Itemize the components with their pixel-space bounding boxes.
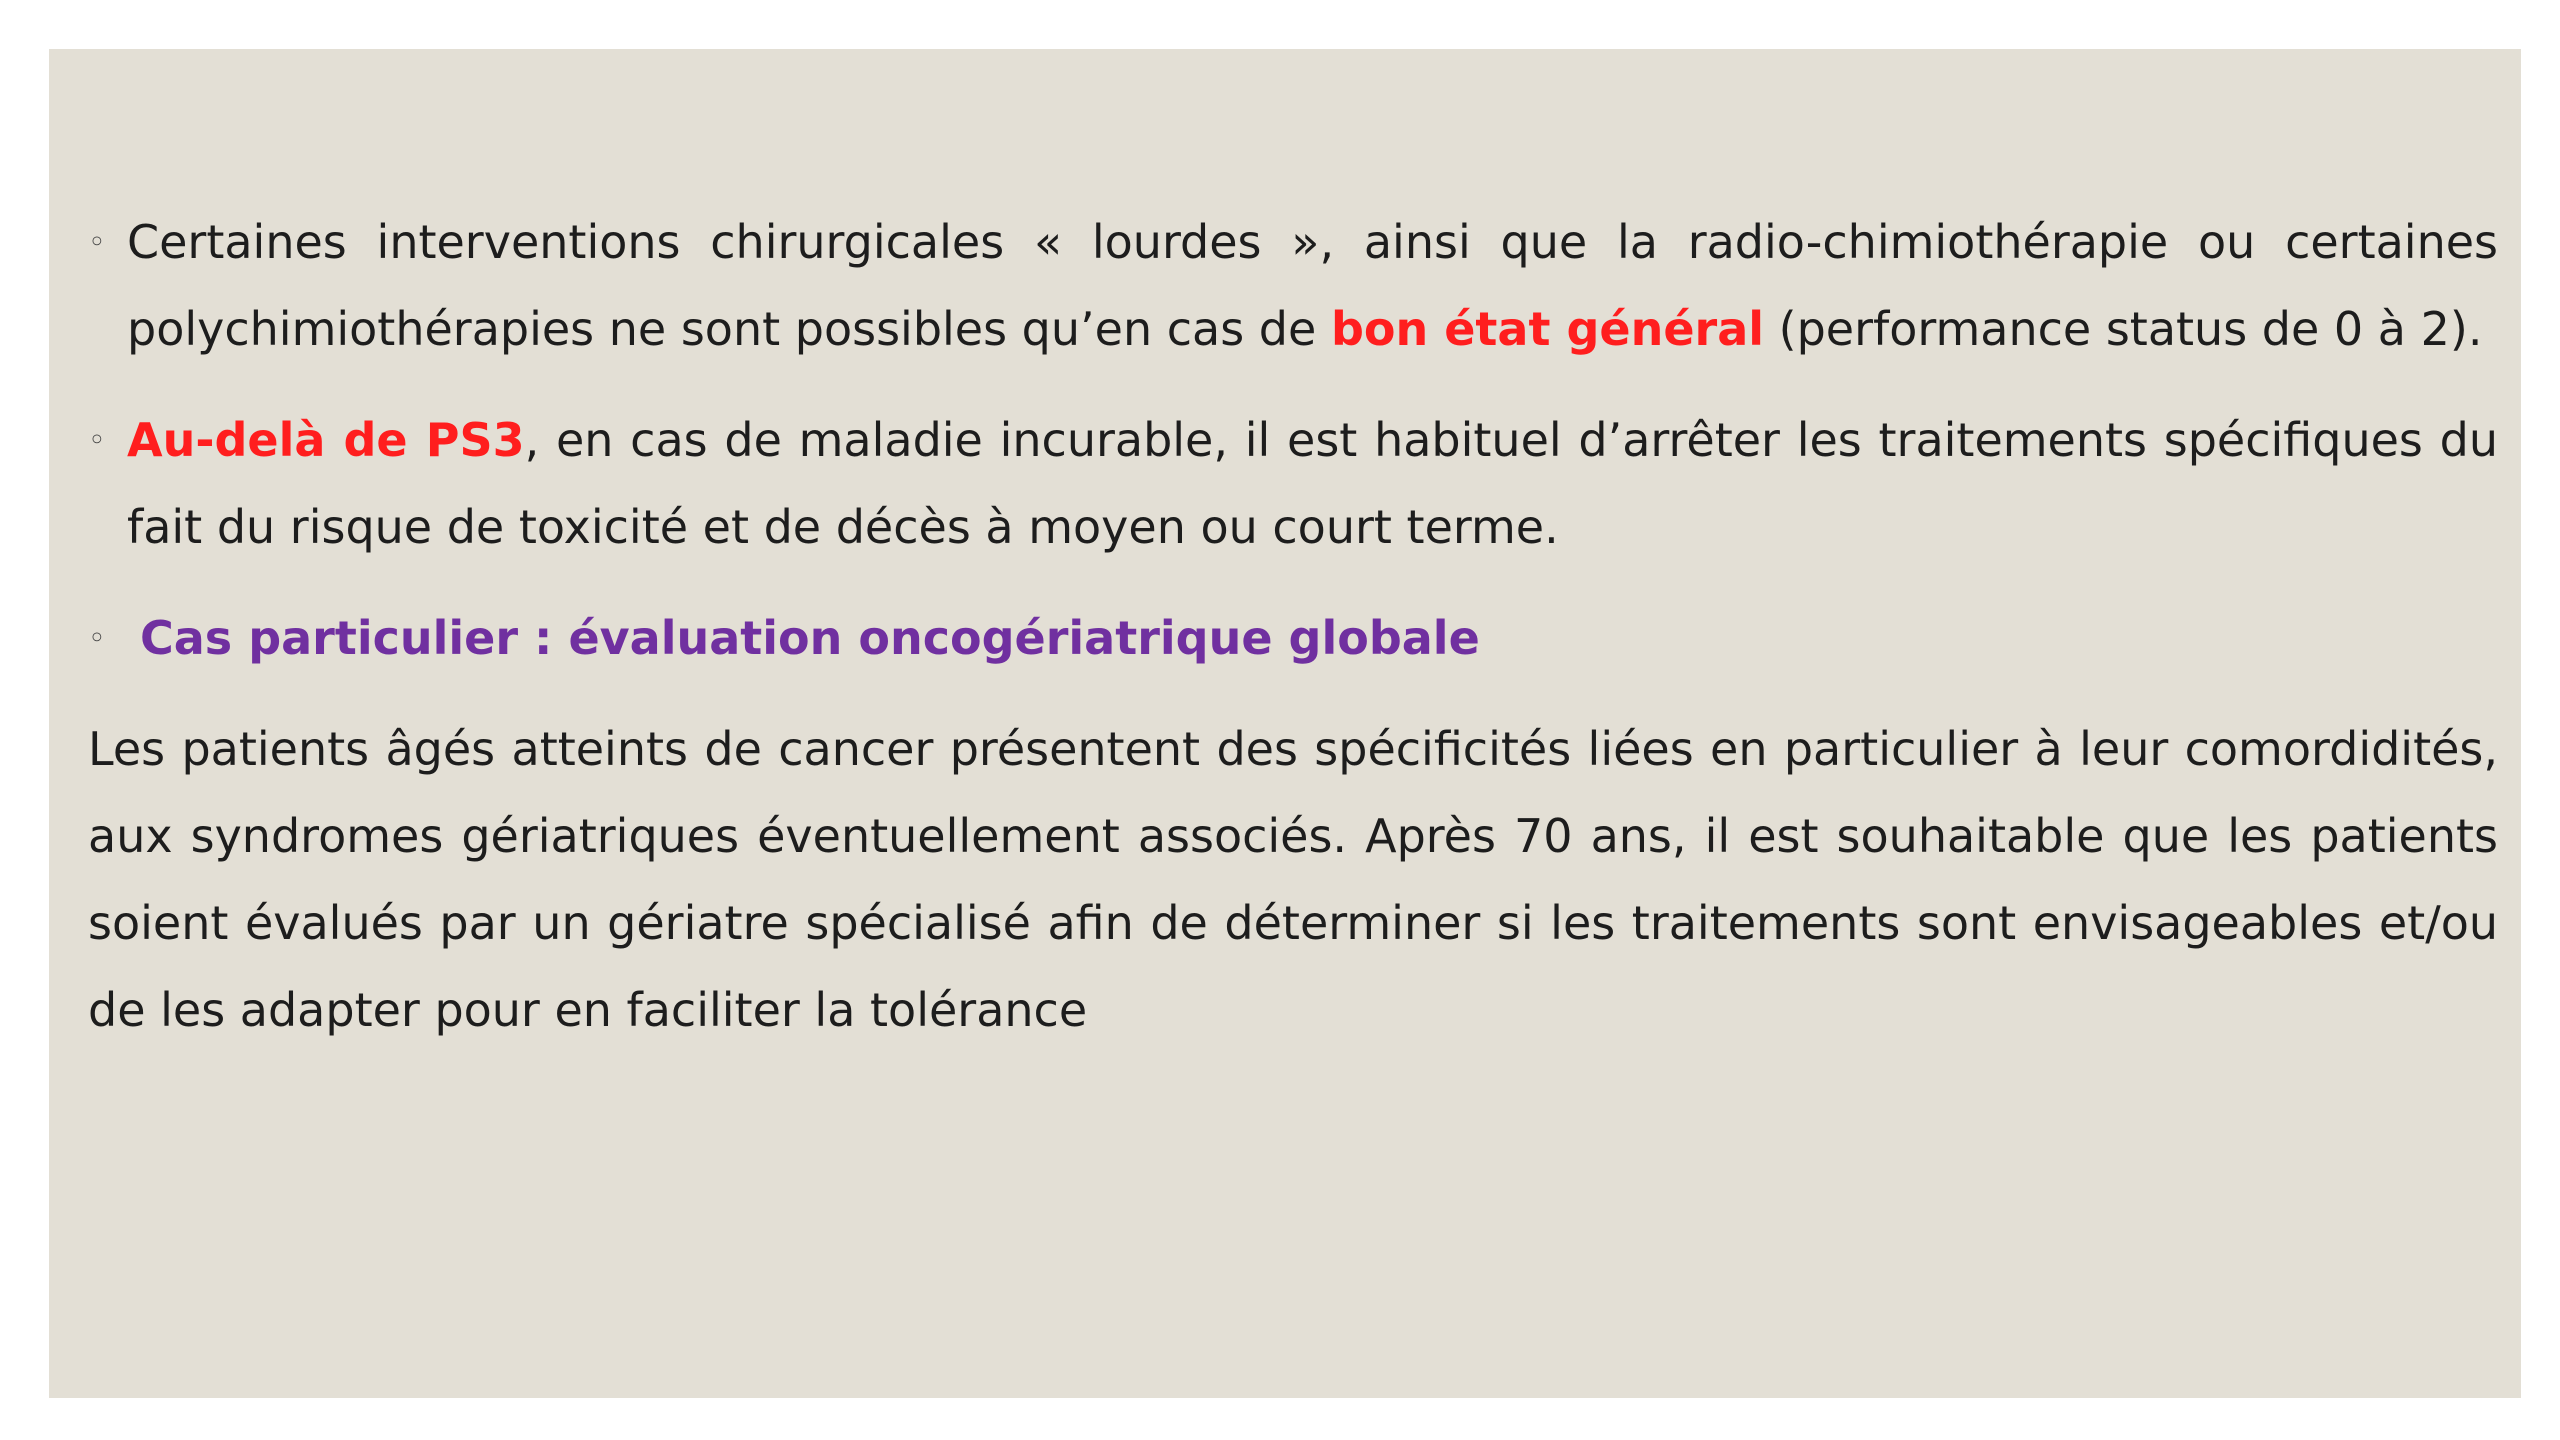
bullet-item-ps3 [88,397,2498,571]
highlight-text: Au-delà de PS3 [127,413,525,467]
highlight-text: bon état général [1330,302,1765,356]
bullet-circle-icon: ◦ [88,225,106,260]
slide-content [88,199,2498,1054]
section-heading: Cas particulier : évaluation oncogériatrique globale [140,611,1480,665]
bullet-text-end: (performance status de 0 à 2). [1764,302,2483,356]
bullet-item-special-case [88,595,2498,682]
body-paragraph: Les patients âgés atteints de cancer présentent des spécificités liées en particulier à leur comordidités, aux syndromes gériatriques éventuellement associés. Après 70 ans, il est souhaitable que les patients soient évalués par un gériatre spécialisé afin de déterminer si les traitements sont envisageables et/ou de les adapter pour en faciliter la tolérance [88,722,2498,1037]
bullet-text: Certaines interventions chirurgicales « lourdes », ainsi que la radio-chimiothérapie ou certaines polychimiothérapies ne sont possibles qu’en cas de [127,215,2498,356]
bullet-circle-icon: ◦ [88,621,106,656]
bullet-text: , en cas de maladie incurable, il est habituel d’arrêter les traitements spécifiques du fait du risque de toxicité et de décès à moyen ou court terme. [127,413,2498,554]
bullet-item-surgery [88,199,2498,373]
bullet-circle-icon: ◦ [88,423,106,458]
slide [49,49,2521,1398]
